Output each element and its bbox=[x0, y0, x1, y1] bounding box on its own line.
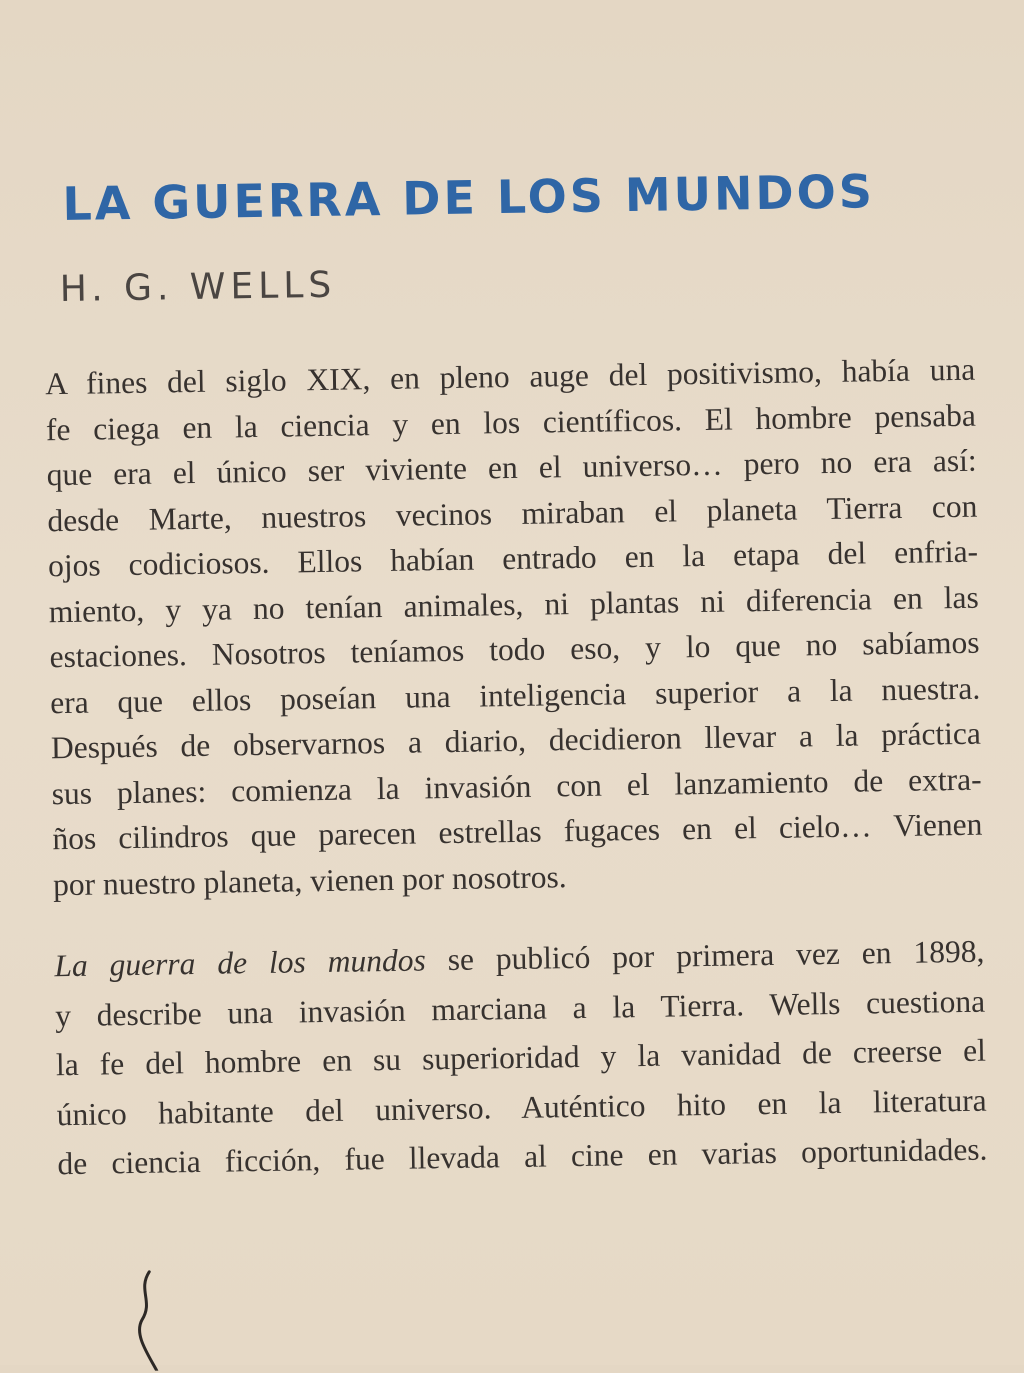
synopsis-line: era que ellos poseían una inteligencia superior a la nuestra. bbox=[49, 670, 981, 720]
synopsis-line: ojos codiciosos. Ellos habían entrado en la etapa del enfria- bbox=[47, 533, 979, 584]
book-title: LA GUERRA DE LOS MUNDOS bbox=[62, 164, 876, 231]
synopsis-line: A fines del siglo XIX, en pleno auge del positivismo, había una bbox=[44, 351, 976, 402]
synopsis-line: por nuestro planeta, vienen por nosotros. bbox=[52, 858, 567, 902]
synopsis-line: miento, y ya no tenían animales, ni plantas ni diferencia en las bbox=[48, 579, 979, 629]
synopsis-line: ños cilindros que parecen estrellas fugaces en el cielo… Vienen bbox=[52, 806, 983, 857]
synopsis-line: estaciones. Nosotros teníamos todo eso, y lo que no sabíamos bbox=[49, 624, 980, 675]
synopsis-line: fe ciega en la ciencia y en los científicos. El hombre pensaba bbox=[45, 397, 977, 447]
synopsis-line: Después de observarnos a diario, decidieron llevar a la práctica bbox=[50, 715, 982, 766]
synopsis-paragraph bbox=[45, 347, 983, 908]
publisher-logo-fragment bbox=[127, 1267, 169, 1371]
about-line: la fe del hombre en su superioridad y la vanidad de creerse el bbox=[55, 1032, 987, 1083]
about-line: de ciencia ficción, fue llevada al cine en varias oportunidades. bbox=[57, 1131, 988, 1182]
about-paragraph bbox=[54, 927, 988, 1189]
synopsis-line: sus planes: comienza la invasión con el lanzamiento de extra- bbox=[51, 761, 982, 811]
synopsis-line: que era el único ser viviente en el universo… pero no era así: bbox=[46, 442, 977, 493]
about-line-rest: se publicó por primera vez en 1898, bbox=[425, 933, 985, 978]
book-author: H. G. WELLS bbox=[59, 264, 337, 311]
italic-book-title: La guerra de los mundos bbox=[54, 942, 426, 984]
synopsis-line: desde Marte, nuestros vecinos miraban el planeta Tierra con bbox=[47, 488, 978, 538]
about-line: único habitante del universo. Auténtico hito en la literatura bbox=[56, 1082, 987, 1132]
about-line: y describe una invasión marciana a la Tierra. Wells cuestiona bbox=[54, 983, 986, 1033]
